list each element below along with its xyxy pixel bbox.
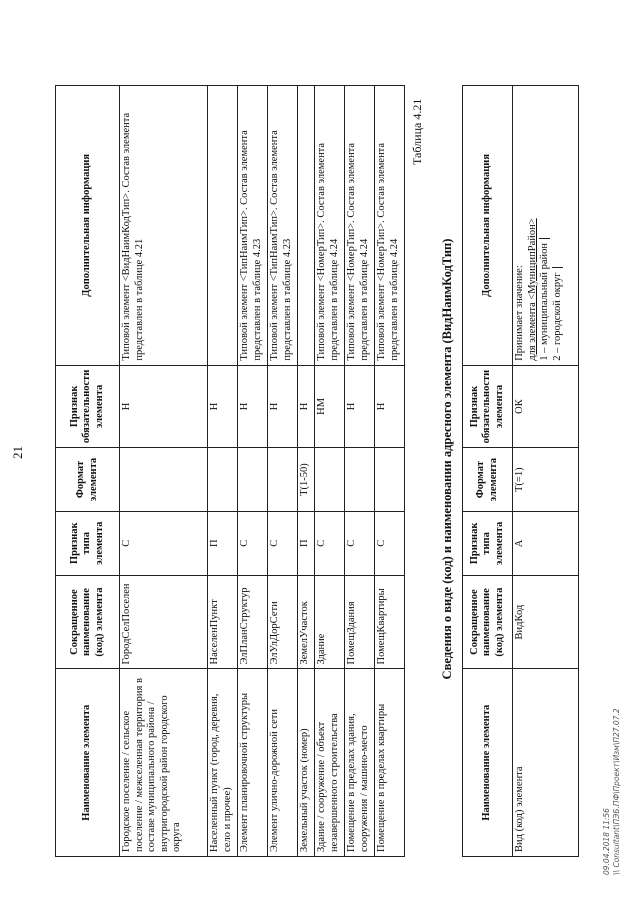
cell-info <box>208 86 238 366</box>
cell-required: Н <box>208 365 238 448</box>
cell-name: Элемент улично-дорожной сети <box>268 669 298 857</box>
cell-name: Помещение в пределах здания, сооружения / машино-место <box>345 669 375 857</box>
cell-code: ПомещКвартиры <box>375 575 405 669</box>
cell-name: Земельный участок (номер) <box>298 669 315 857</box>
cell-name: Населенный пункт (город, деревня, село и прочее) <box>208 669 238 857</box>
table-row <box>238 86 268 857</box>
cell-format: T(=1) <box>513 448 579 512</box>
cell-code: ПомещЗдания <box>345 575 375 669</box>
table-row <box>208 86 238 857</box>
info-line <box>539 90 552 361</box>
footnote-path: \\ Consultant\ПЭБ.ПФ\Проект\Изм\П27.07.2 <box>611 708 621 875</box>
header-info: Дополнительная информация <box>463 86 513 366</box>
cell-info <box>513 86 579 366</box>
cell-required: Н <box>375 365 405 448</box>
cell-name: Элемент планировочной структуры <box>238 669 268 857</box>
header-code: Сокращенное наименование (код) элемента <box>463 575 513 669</box>
cell-code: ЗемелУчасток <box>298 575 315 669</box>
cell-format <box>238 448 268 512</box>
cell-type: С <box>315 511 345 575</box>
cell-info <box>298 86 315 366</box>
header-code: Сокращенное наименование (код) элемента <box>56 575 120 669</box>
cell-code: НаселенПункт <box>208 575 238 669</box>
table-header-row <box>463 86 513 857</box>
table-row <box>315 86 345 857</box>
cell-type: С <box>268 511 298 575</box>
cell-name: Помещение в пределах квартиры <box>375 669 405 857</box>
cell-type: П <box>298 511 315 575</box>
header-name: Наименование элемента <box>463 669 513 857</box>
table-caption: Сведения о виде (код) и наименовании адресного элемента (ВидНаимКодТип) <box>440 238 454 680</box>
cell-format <box>315 448 345 512</box>
cell-required: Н <box>120 365 208 448</box>
vid-naim-kod-table <box>462 85 579 857</box>
cell-type: С <box>345 511 375 575</box>
cell-info: Типовой элемент <ТипНаимТип>. Состав элемента представлен в таблице 4.23 <box>238 86 268 366</box>
header-name: Наименование элемента <box>56 669 120 857</box>
table-row <box>345 86 375 857</box>
page-number: 21 <box>10 446 25 459</box>
cell-required: Н <box>268 365 298 448</box>
header-type: Признак типа элемента <box>56 511 120 575</box>
cell-type: С <box>120 511 208 575</box>
cell-code: ГородСелПоселен <box>120 575 208 669</box>
cell-format <box>345 448 375 512</box>
cell-code: ВидКод <box>513 575 579 669</box>
cell-info: Типовой элемент <ТипНаимТип>. Состав элемента представлен в таблице 4.23 <box>268 86 298 366</box>
cell-info: Типовой элемент <ВидНаимКодТип>. Состав элемента представлен в таблице 4.21 <box>120 86 208 366</box>
cell-required: ОК <box>513 365 579 448</box>
cell-code: ЭлУлДорСети <box>268 575 298 669</box>
cell-format <box>268 448 298 512</box>
header-info: Дополнительная информация <box>56 86 120 366</box>
cell-code: ЭлПланСтруктур <box>238 575 268 669</box>
table-row <box>120 86 208 857</box>
info-line: Принимает значение: <box>514 265 525 361</box>
cell-info: Типовой элемент <НомерТип>. Состав элемента представлен в таблице 4.24 <box>375 86 405 366</box>
address-elements-table <box>55 85 405 857</box>
print-footnote <box>602 708 622 875</box>
cell-required: Н <box>238 365 268 448</box>
cell-format: T(1-50) <box>298 448 315 512</box>
header-format: Формат элемента <box>463 448 513 512</box>
header-type: Признак типа элемента <box>463 512 513 576</box>
cell-code: Здание <box>315 575 345 669</box>
table-row <box>513 86 579 857</box>
cell-name: Здание / сооружение / объект незавершенного строительства <box>315 669 345 857</box>
table-header-row <box>56 86 120 857</box>
info-value: 1 – муниципальный район <box>539 238 550 361</box>
footnote-date: 09.04.2018 11:56 <box>602 808 611 875</box>
cell-name: Вид (код) элемента <box>513 669 579 857</box>
header-required: Признак обязательности элемента <box>56 365 120 448</box>
cell-format <box>120 448 208 512</box>
cell-required: Н <box>345 365 375 448</box>
cell-format <box>375 448 405 512</box>
table-row <box>375 86 405 857</box>
table-number-label: Таблица 4.21 <box>410 98 424 165</box>
info-value: 2 – городской округ <box>552 267 563 360</box>
cell-format <box>208 448 238 512</box>
cell-info: Типовой элемент <НомерТип>. Состав элемента представлен в таблице 4.24 <box>315 86 345 366</box>
cell-required: Н <box>298 365 315 448</box>
info-line: для элемента <МуниципРайон> <box>526 218 538 361</box>
cell-name: Городское поселение / сельское поселение / межселенная территория в составе муниципального района / внутригородской район городского округа <box>120 669 208 857</box>
cell-required: НМ <box>315 365 345 448</box>
table-row <box>268 86 298 857</box>
cell-info: Типовой элемент <НомерТип>. Состав элемента представлен в таблице 4.24 <box>345 86 375 366</box>
cell-type: С <box>375 511 405 575</box>
header-required: Признак обязательности элемента <box>463 365 513 448</box>
cell-type: А <box>513 512 579 576</box>
info-line <box>552 90 565 361</box>
header-format: Формат элемента <box>56 448 120 512</box>
table-row <box>298 86 315 857</box>
cell-type: С <box>238 511 268 575</box>
cell-type: П <box>208 511 238 575</box>
